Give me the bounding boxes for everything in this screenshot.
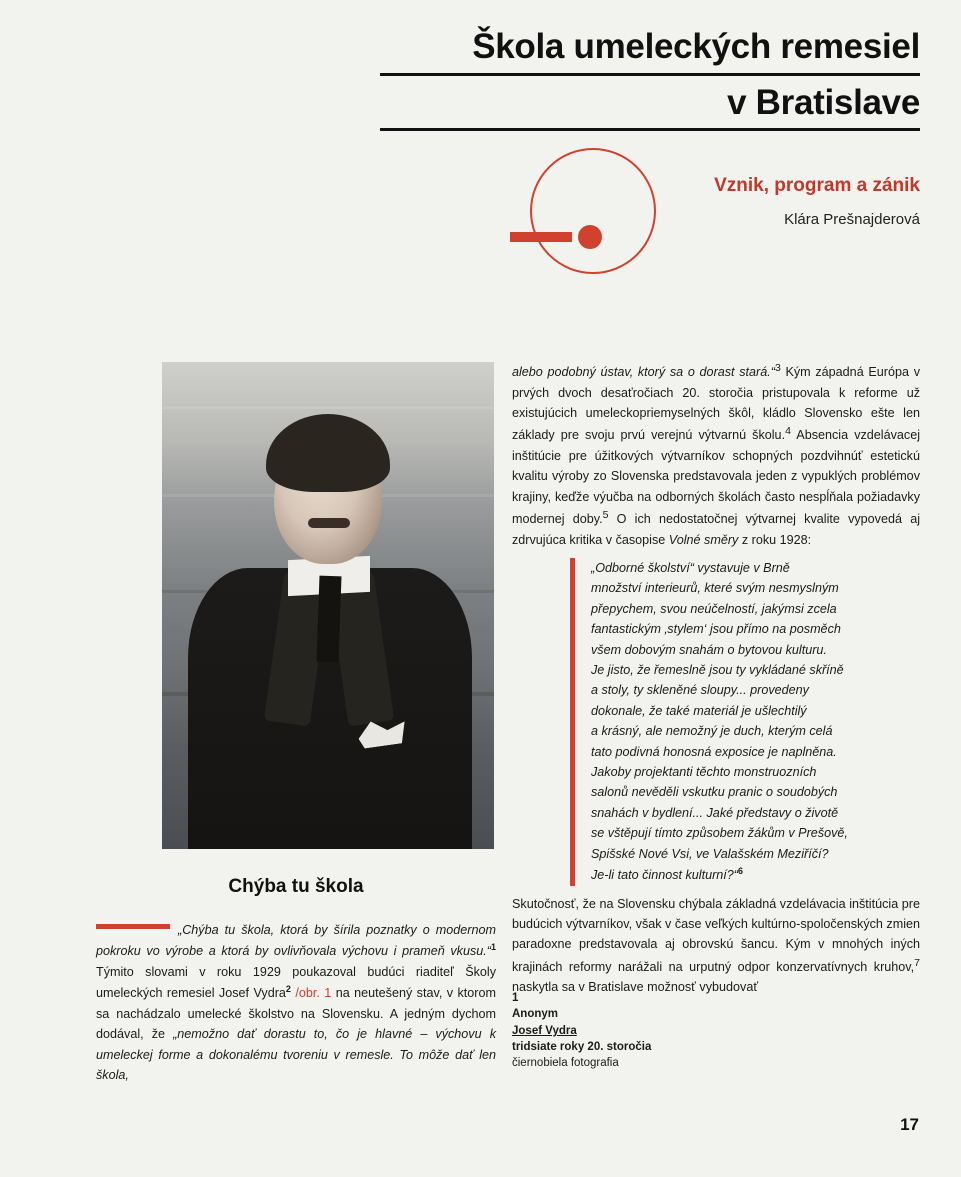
page-title-line-1: Škola umeleckých remesiel [380, 26, 920, 76]
circle-outline-icon [530, 148, 656, 274]
caption-date: tridsiate roky 20. storočia [512, 1040, 652, 1053]
caption-number: 1 [512, 992, 519, 1004]
portrait-photograph [162, 362, 494, 849]
page-title-line-2: v Bratislave [380, 82, 920, 132]
right-body-paragraph-1: alebo podobný ústav, ktorý sa o dorast stará.“$^3$ Kým západná Európa v prvých dvoch desaťročiach 20. storočia pristupovala k reforme už existujúcich umeleckopriemyselných škôl, kládlo Slovensko ešte len základy pre svoju prvú verejnú výtvarnú školu.$^4$ Absencia vzdelávacej inštitúcie pre úžitkových výtvarníkov schopných pozdvihnúť estetickú kvalitu výroby zo Slovenska predstavovala jeden z vypuklých problémov krajiny, keďže výučba na odborných školách často nespĺňala požiadavky modernej doby.$^5$ O ich nedostatočnej výtvarnej kvalite vypovedá aj zdrvujúca kritika v časopise Volné směry z roku 1928: [512, 362, 920, 547]
left-text-column [96, 876, 496, 1086]
page-subtitle: Vznik, program a zánik [714, 175, 920, 197]
figure-photo [162, 362, 494, 849]
pull-quote: „Odborné školství“ vystavuje v Brně množství interieurů, které svým nesmyslným přepychem, svou neúčelností, jakýmsi zcela fantastickým ‚stylem‘ jsou přímo na posměch všem dobovým snahám o bytovou kulturu. Je jisto, že řemeslně jsou ty vykládané skříně a stoly, ty skleněné sloupy... provedeny dokonale, že také materiál je ušlechtilý a krásný, ale nemožný je duch, kterým celá tato podivná honosná exposice je naplněna. Jakoby projektanti těchto monstruozních salonů nevěděli vskutku pranic o soudobých snahách v bydlení... Jaké představy o životě se vštěpují tímto způsobem žákům v Prešově, Spišské Nové Vsi, ve Valašském Meziříčí? Je-li tato činnost kulturní?“$^6$ [570, 558, 921, 885]
portrait-hair [266, 414, 390, 492]
portrait-moustache [308, 518, 350, 528]
left-body-paragraph: „Chýba tu škola, ktorá by šírila poznatky o modernom pokroku vo výrobe a ktorá by ovlivňovala výchovu i prameň vkusu.“$^1$ Týmito slovami v roku 1929 poukazoval budúci riaditeľ Školy umeleckých remesiel Josef Vydra$^2$ /obr. 1 na neutešený stav, v ktorom sa nachádzalo umelecké školstvo na Slovensku. A jedným dychom dodával, že „nemožno dať dorastu to, čo je hlavné – výchovu k umeleckej forme a dokonalému tvoreniu v remesle. To môže dať len škola, [96, 923, 496, 1083]
right-text-column [512, 360, 920, 998]
circle-dot-icon [578, 225, 602, 249]
caption-author: Anonym [512, 1008, 558, 1021]
red-bar-icon [510, 232, 572, 242]
portrait-tie [317, 576, 342, 663]
backdrop-band [162, 406, 494, 409]
caption-technique: čiernobiela fotografia [512, 1057, 619, 1070]
section-heading: Chýba tu škola [228, 876, 364, 897]
author-name: Klára Prešnajderová [784, 211, 920, 229]
figure-caption [512, 990, 812, 1072]
page-number: 17 [900, 1115, 919, 1134]
decorative-circle-mark [510, 148, 660, 278]
caption-work-title: Josef Vydra [512, 1024, 577, 1037]
right-body-paragraph-2: Skutočnosť, že na Slovensku chýbala základná vzdelávacia inštitúcia pre budúcich výtvarníkov, však v čase veľkých kultúrno-spoločenských zmien paradoxne predstavovala aj obrovskú šancu. Kým v mnohých iných krajinách reformy narážali na urputný odpor konzervatívnych kruhov,$^7$ naskytla sa v Bratislave možnosť vybudovať [512, 896, 921, 995]
